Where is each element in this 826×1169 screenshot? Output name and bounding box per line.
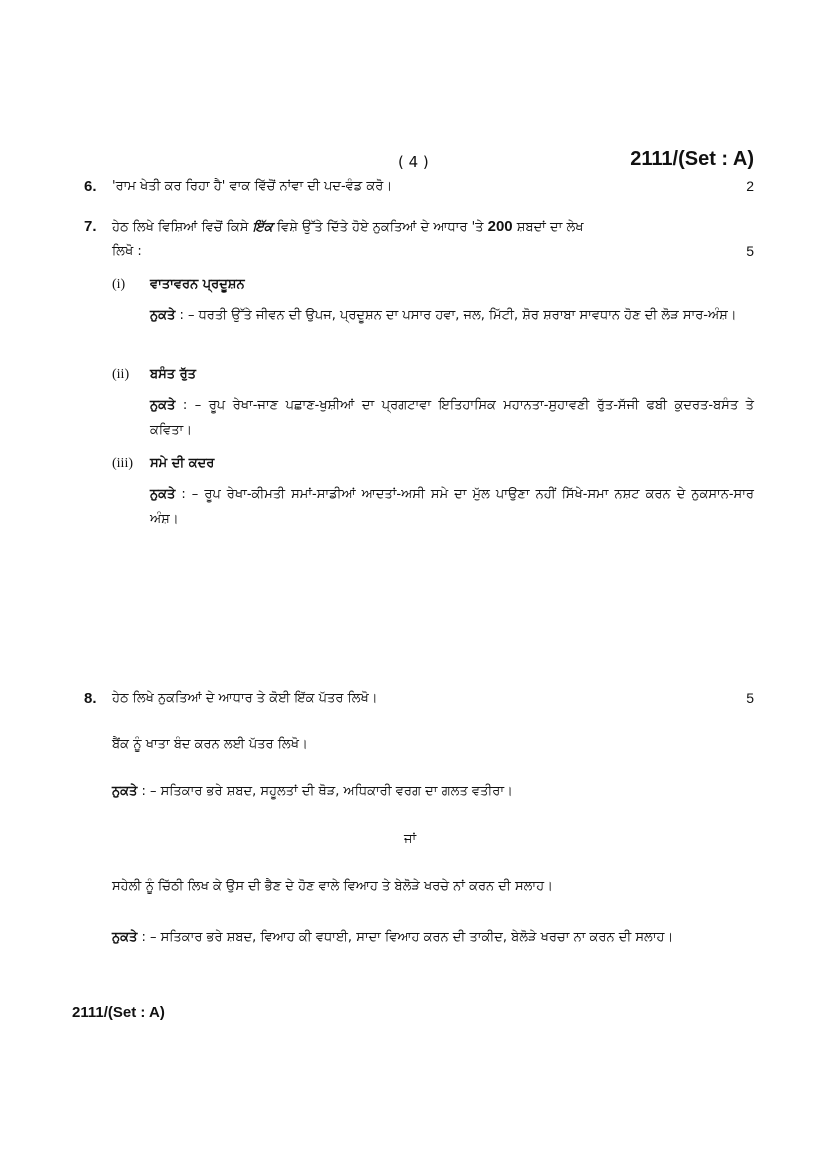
question-7-number: 7. — [84, 218, 97, 235]
topic-3-points-text: : – ਰੂਪ ਰੇਖਾ-ਕੀਮਤੀ ਸਮਾਂ-ਸਾਡੀਆਂ ਆਦਤਾਂ-ਅਸੀ ਸਮੇ ਦਾ ਮੁੱਲ ਪਾਉਣਾ ਨਹੀਂ ਸਿੱਖੇ-ਸਮਾ ਨਸ਼ਟ ਕਰਨ ਦੇ ਨੁਕਸਾਨ-ਸਾਰ ਅੰਸ਼। — [150, 487, 754, 527]
question-7-text-part1: ਹੇਠ ਲਿਖੇ ਵਿਸ਼ਿਆਂ ਵਿਚੋਂ ਕਿਸੇ — [112, 220, 249, 235]
letter-option-1-points — [112, 779, 754, 804]
question-7-text — [112, 214, 754, 240]
topic-1-points — [150, 303, 754, 328]
topic-2-title: ਬਸੰਤ ਰੁੱਤ — [150, 367, 196, 382]
letter-option-2-points-label: ਨੁਕਤੇ — [112, 930, 138, 945]
topic-3-points-label: ਨੁਕਤੇ — [150, 487, 176, 502]
question-6-number: 6. — [84, 178, 97, 195]
topic-3-points — [150, 482, 754, 532]
topic-2-points — [150, 393, 754, 443]
question-8-marks: 5 — [746, 690, 754, 706]
question-8-number: 8. — [84, 690, 97, 707]
topic-2-label: (ii) — [112, 367, 130, 382]
question-7-word-count: 200 — [487, 218, 513, 235]
question-8-text: ਹੇਠ ਲਿਖੇ ਨੁਕਤਿਆਂ ਦੇ ਆਧਾਰ ਤੇ ਕੋਈ ਇੱਕ ਪੱਤਰ ਲਿਖੋ। — [112, 691, 378, 706]
topic-2-points-label: ਨੁਕਤੇ — [150, 398, 176, 413]
paper-code-footer: 2111/(Set : A) — [72, 1004, 165, 1021]
paper-code-header: 2111/(Set : A) — [630, 148, 754, 170]
question-7-emphasis: ਇੱਕ — [252, 220, 273, 235]
topic-1-label: (i) — [112, 277, 126, 292]
topic-1-title: ਵਾਤਾਵਰਨ ਪ੍ਰਦੂਸ਼ਨ — [150, 277, 245, 292]
question-7-marks: 5 — [746, 243, 754, 259]
question-6-text: 'ਰਾਮ ਖੇਤੀ ਕਰ ਰਿਹਾ ਹੈ' ਵਾਕ ਵਿੱਚੋਂ ਨਾਂਵਾ ਦੀ ਪਦ-ਵੰਡ ਕਰੋ। — [112, 179, 393, 194]
question-6-marks: 2 — [746, 178, 754, 194]
page-number: ( 4 ) — [398, 153, 429, 171]
question-7-text-part2: ਵਿਸ਼ੇ ਉੱਤੇ ਦਿੱਤੇ ਹੋਏ ਨੁਕਤਿਆਂ ਦੇ ਆਧਾਰ 'ਤੇ — [276, 220, 484, 235]
topic-1-points-text: : – ਧਰਤੀ ਉੱਤੇ ਜੀਵਨ ਦੀ ਉਪਜ, ਪ੍ਰਦੂਸ਼ਨ ਦਾ ਪਸਾਰ ਹਵਾ, ਜਲ, ਮਿੱਟੀ, ਸ਼ੋਰ ਸ਼ਰਾਬਾ ਸਾਵਧਾਨ ਹੋਣ ਦੀ ਲੋੜ ਸਾਰ-ਅੰਸ਼। — [175, 308, 737, 323]
or-separator: ਜਾਂ — [404, 832, 417, 847]
topic-1-points-label: ਨੁਕਤੇ — [150, 308, 176, 323]
letter-option-2-points — [112, 919, 754, 957]
topic-3-title: ਸਮੇ ਦੀ ਕਦਰ — [150, 456, 215, 471]
letter-option-2-points-text: : – ਸਤਿਕਾਰ ਭਰੇ ਸ਼ਬਦ, ਵਿਆਹ ਕੀ ਵਧਾਈ, ਸਾਦਾ ਵਿਆਹ ਕਰਨ ਦੀ ਤਾਕੀਦ, ਬੇਲੋੜੇ ਖਰਚਾ ਨਾ ਕਰਨ ਦੀ ਸਲਾਹ। — [137, 930, 674, 945]
letter-option-1: ਬੈਂਕ ਨੂੰ ਖਾਤਾ ਬੰਦ ਕਰਨ ਲਈ ਪੱਤਰ ਲਿਖੋ। — [112, 737, 308, 752]
topic-3-label: (iii) — [112, 456, 133, 471]
question-7-text-line2: ਲਿਖੋ : — [112, 244, 142, 259]
letter-option-2: ਸਹੇਲੀ ਨੂੰ ਚਿੱਠੀ ਲਿਖ ਕੇ ਉਸ ਦੀ ਭੈਣ ਦੇ ਹੋਣ ਵਾਲੇ ਵਿਆਹ ਤੇ ਬੇਲੋੜੇ ਖਰਚੇ ਨਾਂ ਕਰਨ ਦੀ ਸਲਾਹ। — [112, 879, 553, 894]
letter-option-1-points-text: : – ਸਤਿਕਾਰ ਭਰੇ ਸ਼ਬਦ, ਸਹੂਲਤਾਂ ਦੀ ਥੋੜ, ਅਧਿਕਾਰੀ ਵਰਗ ਦਾ ਗਲਤ ਵਤੀਰਾ। — [137, 784, 513, 799]
letter-option-1-points-label: ਨੁਕਤੇ — [112, 784, 138, 799]
topic-2-points-text: : – ਰੂਪ ਰੇਖਾ-ਜਾਣ ਪਛਾਣ-ਖੁਸ਼ੀਆਂ ਦਾ ਪ੍ਰਗਟਾਵਾ ਇਤਿਹਾਸਿਕ ਮਹਾਨਤਾ-ਸੁਹਾਵਣੀ ਰੁੱਤ-ਸੱਜੀ ਫਬੀ ਕੁਦਰਤ-ਬਸੰਤ ਤੇ ਕਵਿਤਾ। — [150, 398, 754, 438]
question-7-text-part3: ਸ਼ਬਦਾਂ ਦਾ ਲੇਖ — [516, 220, 584, 235]
